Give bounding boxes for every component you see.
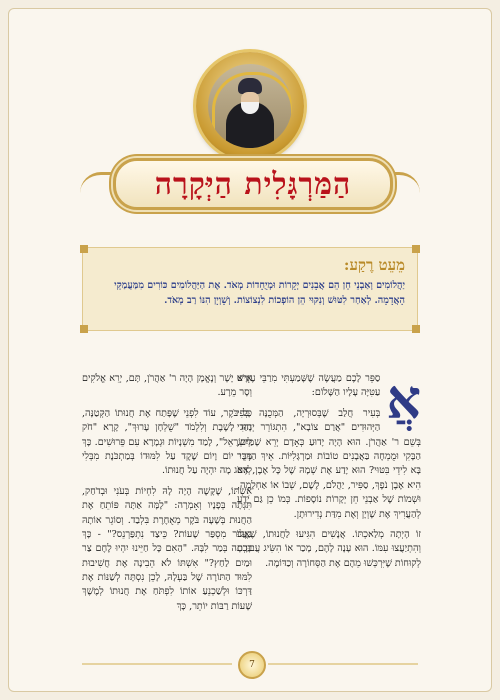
corner-ornament bbox=[412, 325, 420, 333]
page-number-badge bbox=[238, 651, 266, 679]
article-column-left bbox=[82, 372, 252, 654]
drop-cap-letter: אֲ bbox=[386, 372, 421, 431]
corner-ornament bbox=[80, 325, 88, 333]
footer-rule-left bbox=[82, 663, 232, 665]
article-paragraph: זוֹ הָיְתָה מְלַאכְתּוֹ. אֲנָשִׁים הִגִּיעוּ לַחֲנוּתוֹ, שֶׁאֲלוּ וְהִתְיַעֲצוּ עִמּוֹ. הוּא עָנָה לָהֶם, מָכַר אוֹ הִשִּׂיג עֲבוּרָם לְקוּחוֹת שֶׁיִּרְכְּשׁוּ מֵהֶם אֶת הַסְּחוֹרָה וְכַדּוֹמֶה. bbox=[237, 528, 421, 569]
background-summary-box bbox=[82, 247, 418, 331]
article-paragraph: בְּעִיר חֲלַב שֶׁבְּסוּרְיָה, הַמְּכֻנָּה בְּפִי הַיְּהוּדִים "אֲרַם צוֹבָא", הִתְגּוֹרֵר יְהוּדִי בְּשֵׁם ר' אַהֲרֹן. הוּא הָיָה יָדוּעַ כְּאָדָם יְרֵא שָׁמַיִם, הַבָּקִי וּמֻמְחֶה בַּאֲבָנִים טוֹבוֹת וּמַרְגָּלִיּוֹת. אֵיךְ הַדָּבָר בָּא לִידֵי בִּטּוּי? הוּא יָדַע אֶת שְׁמָהּ שֶׁל כָּל אֶבֶן, אִם הִיא אֶבֶן נֹפֶךְ, סַפִּיר, יַהֲלֹם, לֶשֶׁם, שְׁבוֹ אוֹ אַחְלָמָה, וּשְׁמוֹת שֶׁל אַבְנֵי חֵן יְקָרוֹת נוֹסָפוֹת. כְּמוֹ כֵן גַּם יָדַע לְהַעֲרִיךְ אֶת שָׁוְיָן וְאֶת מִדַּת נְדִירוּתָן. bbox=[237, 407, 421, 520]
summary-heading: מֵעֵט רֶקַע: bbox=[343, 256, 405, 274]
rabbi-portrait-image bbox=[208, 64, 292, 148]
corner-ornament bbox=[412, 245, 420, 253]
article-paragraph: כָּל בֹּקֶר, עוֹד לִפְנֵי שֶׁפָּתַח אֶת חֲנוּתוֹ הַקְּטַנָּה, נָהַג לָשֶׁבֶת וְלִלְמֹד "שֻׁלְחָן עָרוּךְ", קָרָא "חֹק לְיִשְׂרָאֵל", לָמַד מִשְׁנָיוֹת וּגְמָרָא עִם פֵּרוּשִׁים. כָּךְ מִדֵּי יוֹם וָיוֹם שֶׁקֶד עַל לִמּוּדוֹ בְּמַתְכֹּנֶת מִבְּלִי לְדַאֹג מָה יִהְיֶה עַל חֲנוּתוֹ. bbox=[82, 407, 252, 477]
opening-paragraph-wrap bbox=[237, 372, 421, 431]
portrait-medallion bbox=[196, 52, 304, 160]
article-column-right bbox=[237, 372, 421, 654]
article-paragraph: אִישׁ יָשָׁר וְנֶאֱמָן הָיָה ר' אַהֲרֹן, תָּם, יְרֵא אֱלֹקִים וְסָר מֵרָע. bbox=[82, 373, 252, 399]
page-number: 7 bbox=[249, 660, 255, 670]
summary-body: יַהֲלוֹמִים וְאַבְנֵי חֵן הֵם אֲבָנִים יְקָרוֹת וּמְיֻחָדוֹת מְאֹד. אֶת הַיַּהֲלוֹמִים כּוֹרִים מִמַּעֲמַקֵּי הָאֲדָמָה. לְאַחַר לִטּוּשׁ וְנִקּוּי הֵן הוֹפְכוֹת לִנְצוֹצוֹת. וְשָׁוְיָן הִנּוֹ רַב מְאֹד. bbox=[114, 280, 405, 306]
page-title: הַמַּרְגָּלִית הַיְּקָרָה bbox=[154, 166, 352, 202]
article-paragraph: אִשְׁתּוֹ, שֶׁקָּשֶׁה הָיָה לָהּ לִחְיוֹת בְּעֹנִי וּבְדֹחַק, תִּגְּתָה בְּפָנָיו וְאָמְרָה: "לָמָּה אַתָּה פּוֹתֵחַ אֶת הַחֲנוּת בְּשָׁעָה בֹּקֶר מְאֻחֶרֶת בִּלְבַד. וְסוֹגֵר אוֹתָהּ כַּעֲבֹר מִסְפַּר שָׁעוֹת? כֵּיצַד נִתְפַּרְנֵס?" - כָּךְ בָּכְתָה בְּמַר לִבָּהּ. "הַאִם כָּל חַיֵּינוּ יִהְיוּ לֶחֶם צַר וּמַיִם לַחַץ?" אִשְׁתּוֹ לֹא הֵבִינָה אֶת חֲשִׁיבוּת לִמּוּד הַתּוֹרָה שֶׁל בַּעְלָהּ, לָכֵן נִסְתָּה לְשַׁנּוֹת אֶת דַּרְכּוֹ וּלְשַׁכְנֵעַ אוֹתוֹ לִפְתֹּחַ אֶת חֲנוּתוֹ לְמֶשֶׁךְ שָׁעוֹת רַבּוֹת יוֹתֵר, כָּךְ bbox=[82, 485, 252, 612]
footer-rule-right bbox=[268, 663, 418, 665]
title-banner bbox=[113, 158, 393, 210]
article-paragraph: סַפֵּר לָכֶם מַעֲשֶׂה שֶׁשָּׁמַעְתִּי מִרַבֵּי עֶזְרָא עַטִּיָּה עָלָיו הַשָּׁלוֹם: bbox=[237, 373, 381, 399]
corner-ornament bbox=[80, 245, 88, 253]
